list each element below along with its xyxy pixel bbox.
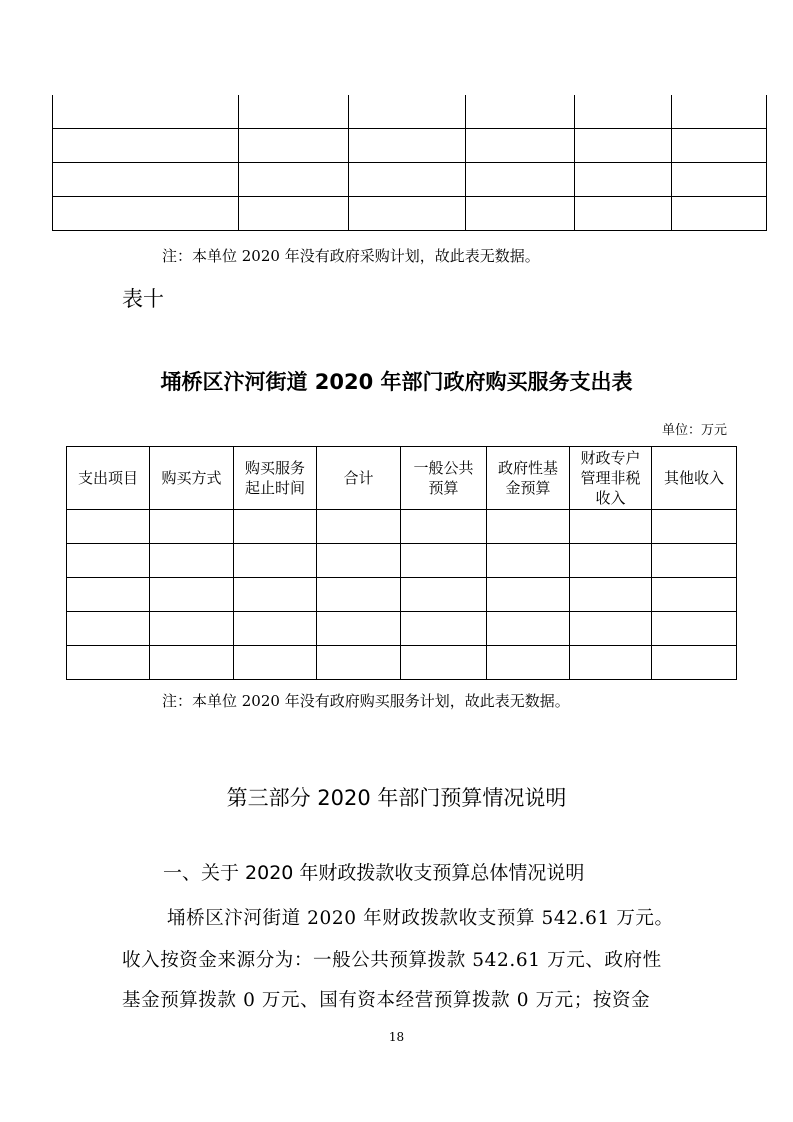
page-number: 18 <box>388 1030 405 1044</box>
table-row <box>53 163 767 197</box>
table-row <box>67 510 737 544</box>
header-row <box>67 447 737 510</box>
header-general-budget: 一般公共 预算 <box>401 447 487 510</box>
paragraph-line: 埇桥区汴河街道 2020 年财政拨款收支预算 542.61 万元。 <box>167 908 674 929</box>
procurement-table-continuation <box>52 95 767 231</box>
table-row <box>67 544 737 578</box>
table-title: 埇桥区汴河街道 2020 年部门政府购买服务支出表 <box>160 370 633 394</box>
header-service-period: 购买服务 起止时间 <box>234 447 317 510</box>
unit-label: 单位：万元 <box>662 423 728 438</box>
table-row <box>67 646 737 680</box>
header-expense-item: 支出项目 <box>67 447 150 510</box>
paragraph-line: 基金预算拨款 0 万元、国有资本经营预算拨款 0 万元；按资金 <box>122 990 651 1011</box>
table-row <box>53 197 767 231</box>
header-other-income: 其他收入 <box>652 447 737 510</box>
procurement-note: 注：本单位 2020 年没有政府采购计划，故此表无数据。 <box>162 247 540 265</box>
purchase-services-note: 注：本单位 2020 年没有政府购买服务计划，故此表无数据。 <box>162 692 570 710</box>
part-title: 第三部分 2020 年部门预算情况说明 <box>226 786 567 810</box>
header-total: 合计 <box>317 447 401 510</box>
table-row <box>53 95 767 129</box>
header-government-fund-budget: 政府性基 金预算 <box>487 447 570 510</box>
purchase-services-table <box>66 446 737 680</box>
header-special-account-nontax: 财政专户 管理非税 收入 <box>570 447 652 510</box>
table-row <box>53 129 767 163</box>
table-row <box>67 612 737 646</box>
header-purchase-method: 购买方式 <box>150 447 234 510</box>
table-row <box>67 578 737 612</box>
section-heading: 一、关于 2020 年财政拨款收支预算总体情况说明 <box>163 862 585 884</box>
table-label: 表十 <box>122 287 164 311</box>
paragraph-line: 收入按资金来源分为：一般公共预算拨款 542.61 万元、政府性 <box>122 950 662 971</box>
